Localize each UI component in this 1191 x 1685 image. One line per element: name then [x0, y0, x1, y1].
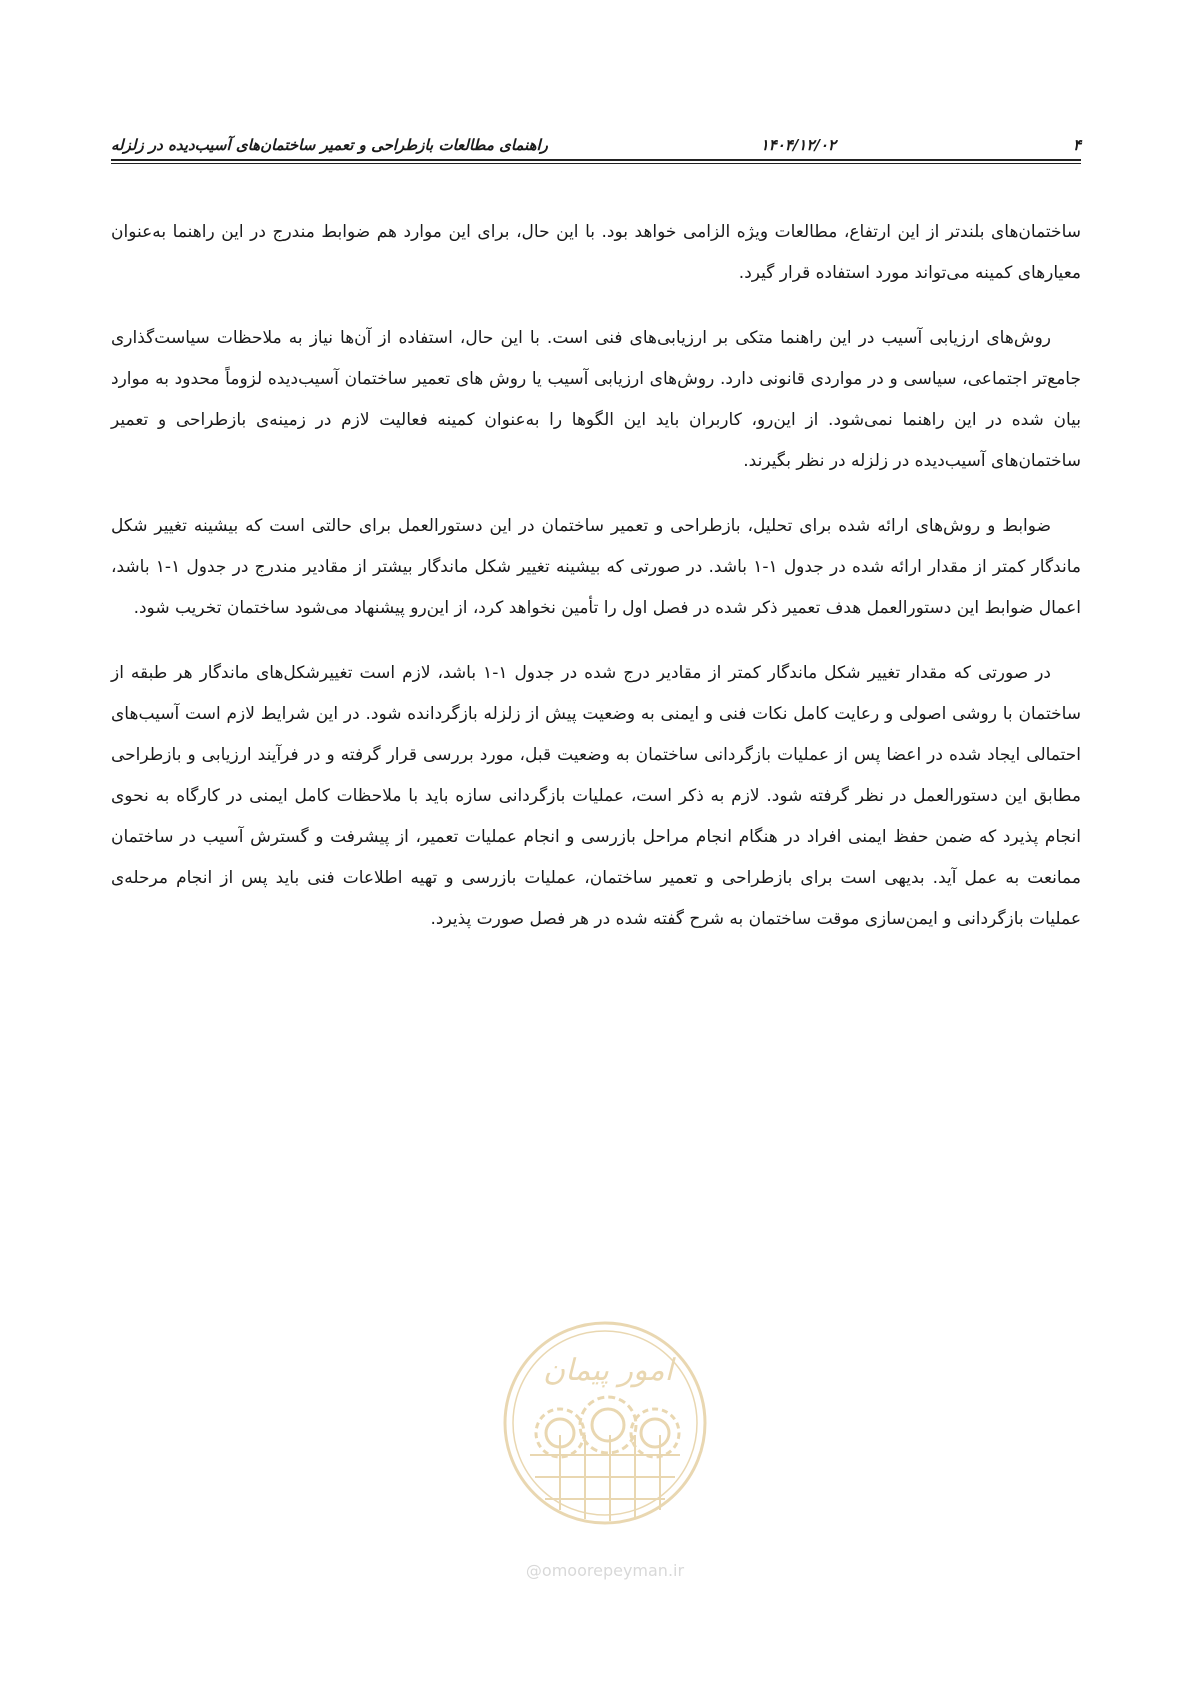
header-date: ۱۴۰۴/۱۲/۰۲	[760, 136, 836, 154]
watermark-logo	[490, 1305, 720, 1595]
paragraph: در صورتی که مقدار تغییر شکل ماندگار کمتر از مقادیر درج شده در جدول ۱-۱ باشد، لازم است تغییرشکل‌های ماندگار هر طبقه از ساختمان با روشی اصولی و رعایت کامل نکات فنی و ایمنی به وضعیت پیش از زلزله بازگردانده شود. در این شرایط لازم است آسیب‌های احتمالی ایجاد شده در اعضا پس از عملیات بازگردانی ساختمان به وضعیت قبل، مورد بررسی قرار گرفته و در فرآیند ارزیابی و بازطراحی مطابق این دستورالعمل در نظر گرفته شود. لازم به ذکر است، عملیات بازگردانی سازه باید با ملاحظات کامل ایمنی در کارگاه به نحوی انجام پذیرد که ضمن حفظ ایمنی افراد در هنگام انجام مراحل بازرسی و انجام عملیات تعمیر، از پیشرفت و گسترش آسیب در ساختمان ممانعت به عمل آید. بدیهی است برای بازطراحی و تعمیر ساختمان، عملیات بازرسی و تهیه اطلاعات فنی باید پس از انجام مرحله‌ی عملیات بازگردانی و ایمن‌سازی موقت ساختمان به شرح گفته شده در هر فصل صورت پذیرد.	[111, 663, 1081, 929]
header-title: راهنمای مطالعات بازطراحی و تعمیر ساختمان‌های آسیب‌دیده در زلزله	[111, 136, 548, 154]
watermark-caption: @omoorepeyman.ir	[525, 1561, 685, 1580]
body-text	[111, 212, 1081, 964]
header-rule	[111, 159, 1081, 161]
gear-logo-icon	[490, 1305, 720, 1555]
paragraph: روش‌های ارزیابی آسیب در این راهنما متکی بر ارزیابی‌های فنی است. با این حال، استفاده از آن‌ها نیاز به ملاحظات سیاست‌گذاری جامع‌تر اجتماعی، سیاسی و در مواردی قانونی دارد. روش‌های ارزیابی آسیب یا روش های تعمیر ساختمان آسیب‌دیده لزوماً محدود به موارد بیان شده در این راهنما نمی‌شود. از این‌رو، کاربران باید این الگوها را به‌عنوان کمینه فعالیت لازم در زمینه‌ی بازطراحی و تعمیر ساختمان‌های آسیب‌دیده در زلزله در نظر بگیرند.	[111, 328, 1081, 471]
logo-text: امور پیمان	[543, 1353, 673, 1388]
page-number: ۴	[1072, 136, 1081, 154]
page-header	[111, 130, 1081, 160]
paragraph: ساختمان‌های بلندتر از این ارتفاع، مطالعات ویژه الزامی خواهد بود. با این حال، برای این موارد هم ضوابط مندرج در این راهنما به‌عنوان معیارهای کمینه می‌تواند مورد استفاده قرار گیرد.	[111, 222, 1081, 283]
header-rule-thin	[111, 163, 1081, 164]
paragraph: ضوابط و روش‌های ارائه شده برای تحلیل، بازطراحی و تعمیر ساختمان در این دستورالعمل برای حالتی است که بیشینه تغییر شکل ماندگار کمتر از مقدار ارائه شده در جدول ۱-۱ باشد. در صورتی که بیشینه تغییر شکل ماندگار بیشتر از مقادیر مندرج در جدول ۱-۱ باشد، اعمال ضوابط این دستورالعمل هدف تعمیر ذکر شده در فصل اول را تأمین نخواهد کرد، از این‌رو پیشنهاد می‌شود ساختمان تخریب شود.	[111, 516, 1081, 618]
